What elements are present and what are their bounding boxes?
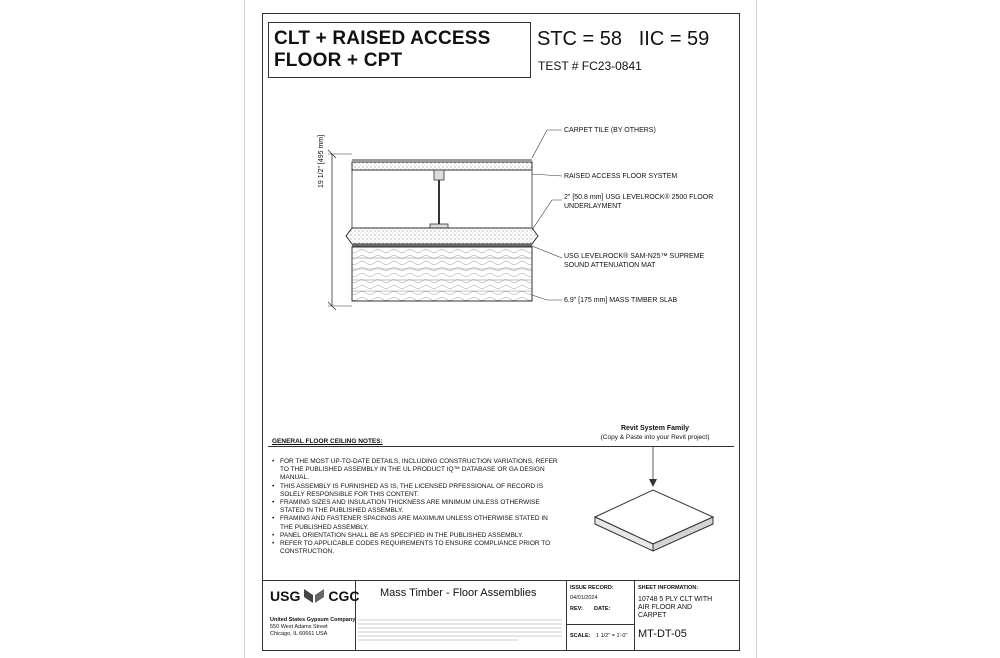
note-item: • PANEL ORIENTATION SHALL BE AS SPECIFIED IN THE PUBLISHED ASSEMBLY. <box>272 532 562 540</box>
sheet-info <box>638 596 712 620</box>
callout-levelrock-1: 2" [50.8 mm] USG LEVELROCK® 2500 FLOOR <box>564 194 714 201</box>
carpet-layer <box>352 162 532 170</box>
scale-value: 1 1/2" = 1'-0" <box>596 633 628 639</box>
disclaimer-fine-print <box>358 618 562 648</box>
revit-family-graphic[interactable] <box>590 445 720 555</box>
pedestal-base <box>430 224 448 228</box>
revit-subtitle: (Copy & Paste into your Revit project) <box>600 434 710 441</box>
sheet-info-label: SHEET INFORMATION: <box>638 585 699 591</box>
note-item: • REFER TO APPLICABLE CODES REQUIREMENTS TO ENSURE COMPLIANCE PRIOR TO CONSTRUCTION. <box>272 540 562 556</box>
callout-access-floor: RAISED ACCESS FLOOR SYSTEM <box>564 173 678 180</box>
assembly-title-line2: FLOOR + CPT <box>274 50 403 71</box>
sheet-info-line1: 10748 5 PLY CLT WITH <box>638 596 713 603</box>
note-item: • FOR THE MOST UP-TO-DATE DETAILS, INCLUDING CONSTRUCTION VARIATIONS, REFER TO THE PUBLISHED ASSEMBLY IN THE UL PRODUCT IQ™ DATABASE OR GA DESIGN MANUAL. <box>272 458 562 483</box>
sheet-info-line3: CARPET <box>638 612 667 619</box>
issue-date: 04/01/2024 <box>570 595 598 601</box>
sheet-info-line2: AIR FLOOR AND <box>638 604 693 611</box>
callout-sam-1: USG LEVELROCK® SAM-N25™ SUPREME <box>564 253 705 260</box>
note-item: • FRAMING SIZES AND INSULATION THICKNESS ARE MINIMUM UNLESS OTHERWISE STATED IN THE PUBLISHED ASSEMBLY. <box>272 499 562 515</box>
company-address2: Chicago, IL 60661 USA <box>270 631 328 637</box>
test-number: TEST # FC23-0841 <box>538 59 642 73</box>
company-name: United States Gypsum Company <box>270 617 356 623</box>
scale-label: SCALE: <box>570 633 591 639</box>
sheet-title: Mass Timber - Floor Assemblies <box>380 587 537 599</box>
date-label: DATE: <box>594 606 611 612</box>
assembly-title <box>274 28 491 72</box>
callout-clt-slab: 6.9" [175 mm] MASS TIMBER SLAB <box>564 297 678 304</box>
assembly-title-line1: CLT + RAISED ACCESS <box>274 28 491 49</box>
note-item: • THIS ASSEMBLY IS FURNISHED AS IS, THE LICENSED PRFESSIONAL OF RECORD IS SOLELY RESPONSIBLE FOR THIS CONTENT. <box>272 483 562 499</box>
pedestal-head <box>434 170 444 180</box>
callout-sam-2: SOUND ATTENUATION MAT <box>564 262 656 269</box>
logo-mark-icon <box>304 589 324 603</box>
callout-carpet: CARPET TILE (BY OTHERS) <box>564 127 656 134</box>
notes-list <box>272 458 562 556</box>
company-address1: 550 West Adams Street <box>270 624 328 630</box>
levelrock-layer <box>346 228 538 244</box>
logo-usg: USG <box>270 588 301 604</box>
note-item: • FRAMING AND FASTENER SPACINGS ARE MAXIMUM UNLESS OTHERWISE STATED IN THE PUBLISHED ASSEMBLY. <box>272 515 562 531</box>
acoustic-rating: STC = 58 IIC = 59 <box>537 28 710 50</box>
callout-levelrock-2: UNDERLAYMENT <box>564 203 622 210</box>
issue-record-label: ISSUE RECORD: <box>570 585 614 591</box>
usg-cgc-logo <box>270 588 359 604</box>
notes-heading: GENERAL FLOOR CEILING NOTES: <box>272 438 383 445</box>
rev-label: REV: <box>570 606 583 612</box>
dimension-label: 19 1/2" [495 mm] <box>318 134 325 188</box>
logo-cgc: CGC <box>328 588 360 604</box>
clt-slab <box>352 247 532 301</box>
sheet-number: MT-DT-05 <box>638 628 687 640</box>
revit-title: Revit System Family <box>620 425 690 432</box>
titleblock-top-line <box>262 580 740 581</box>
